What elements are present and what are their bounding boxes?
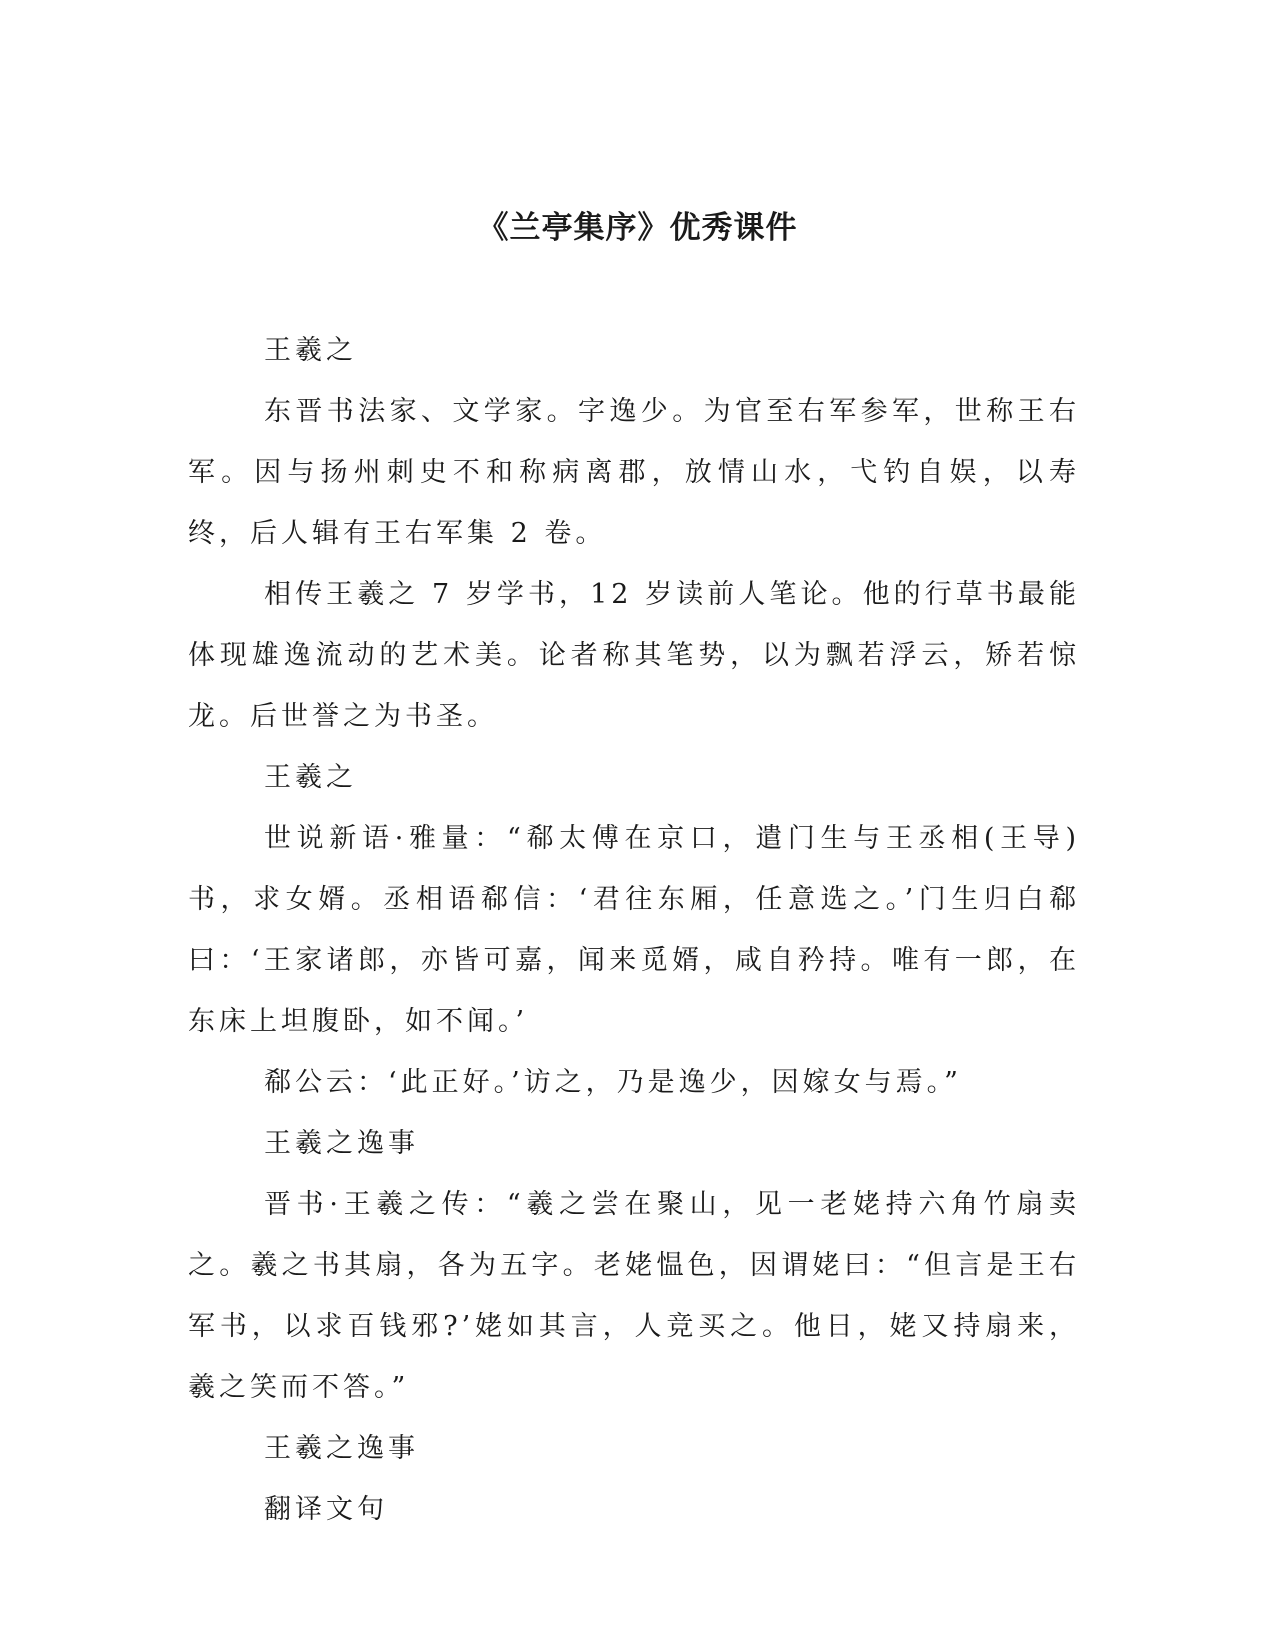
paragraph-heading-wang-xizhi-2: 王羲之 [264, 762, 357, 793]
paragraph-biography: 东晋书法家、文学家。字逸少。为官至右军参军，世称王右军。因与扬州刺史不和称病离郡，放情山水，弋钓自娱，以寿终，后人辑有王右军集 2 卷。 [188, 396, 1080, 549]
document-body [188, 320, 1080, 1540]
paragraph-heading-anecdote-2: 王羲之逸事 [264, 1433, 419, 1464]
paragraph-jinshu: 晋书·王羲之传：“羲之尝在聚山，见一老姥持六角竹扇卖之。羲之书其扇，各为五字。老姥愠色，因谓姥曰：“但言是王右军书，以求百钱邪?’姥如其言，人竞买之。他日，姥又持扇来，羲之笑而不答。” [188, 1189, 1080, 1403]
document-title: 《兰亭集序》优秀课件 [477, 210, 798, 246]
paragraph-heading-wang-xizhi: 王羲之 [264, 335, 357, 366]
paragraph-calligraphy: 相传王羲之 7 岁学书，12 岁读前人笔论。他的行草书最能体现雄逸流动的艺术美。论者称其笔势，以为飘若浮云，矫若惊龙。后世誉之为书圣。 [188, 579, 1080, 732]
paragraph-heading-anecdote: 王羲之逸事 [264, 1128, 419, 1159]
paragraph-heading-translation: 翻译文句 [264, 1494, 388, 1525]
paragraph-shishuo-xinyu: 世说新语·雅量：“郗太傅在京口，遣门生与王丞相(王导)书，求女婿。丞相语郗信：‘君往东厢，任意选之。’门生归白郗曰：‘王家诸郎，亦皆可嘉，闻来觅婿，咸自矜持。唯有一郎，在东床上坦腹卧，如不闻。’ [188, 823, 1080, 1037]
paragraph-xi-gong: 郗公云：‘此正好。’访之，乃是逸少，因嫁女与焉。” [264, 1067, 962, 1098]
